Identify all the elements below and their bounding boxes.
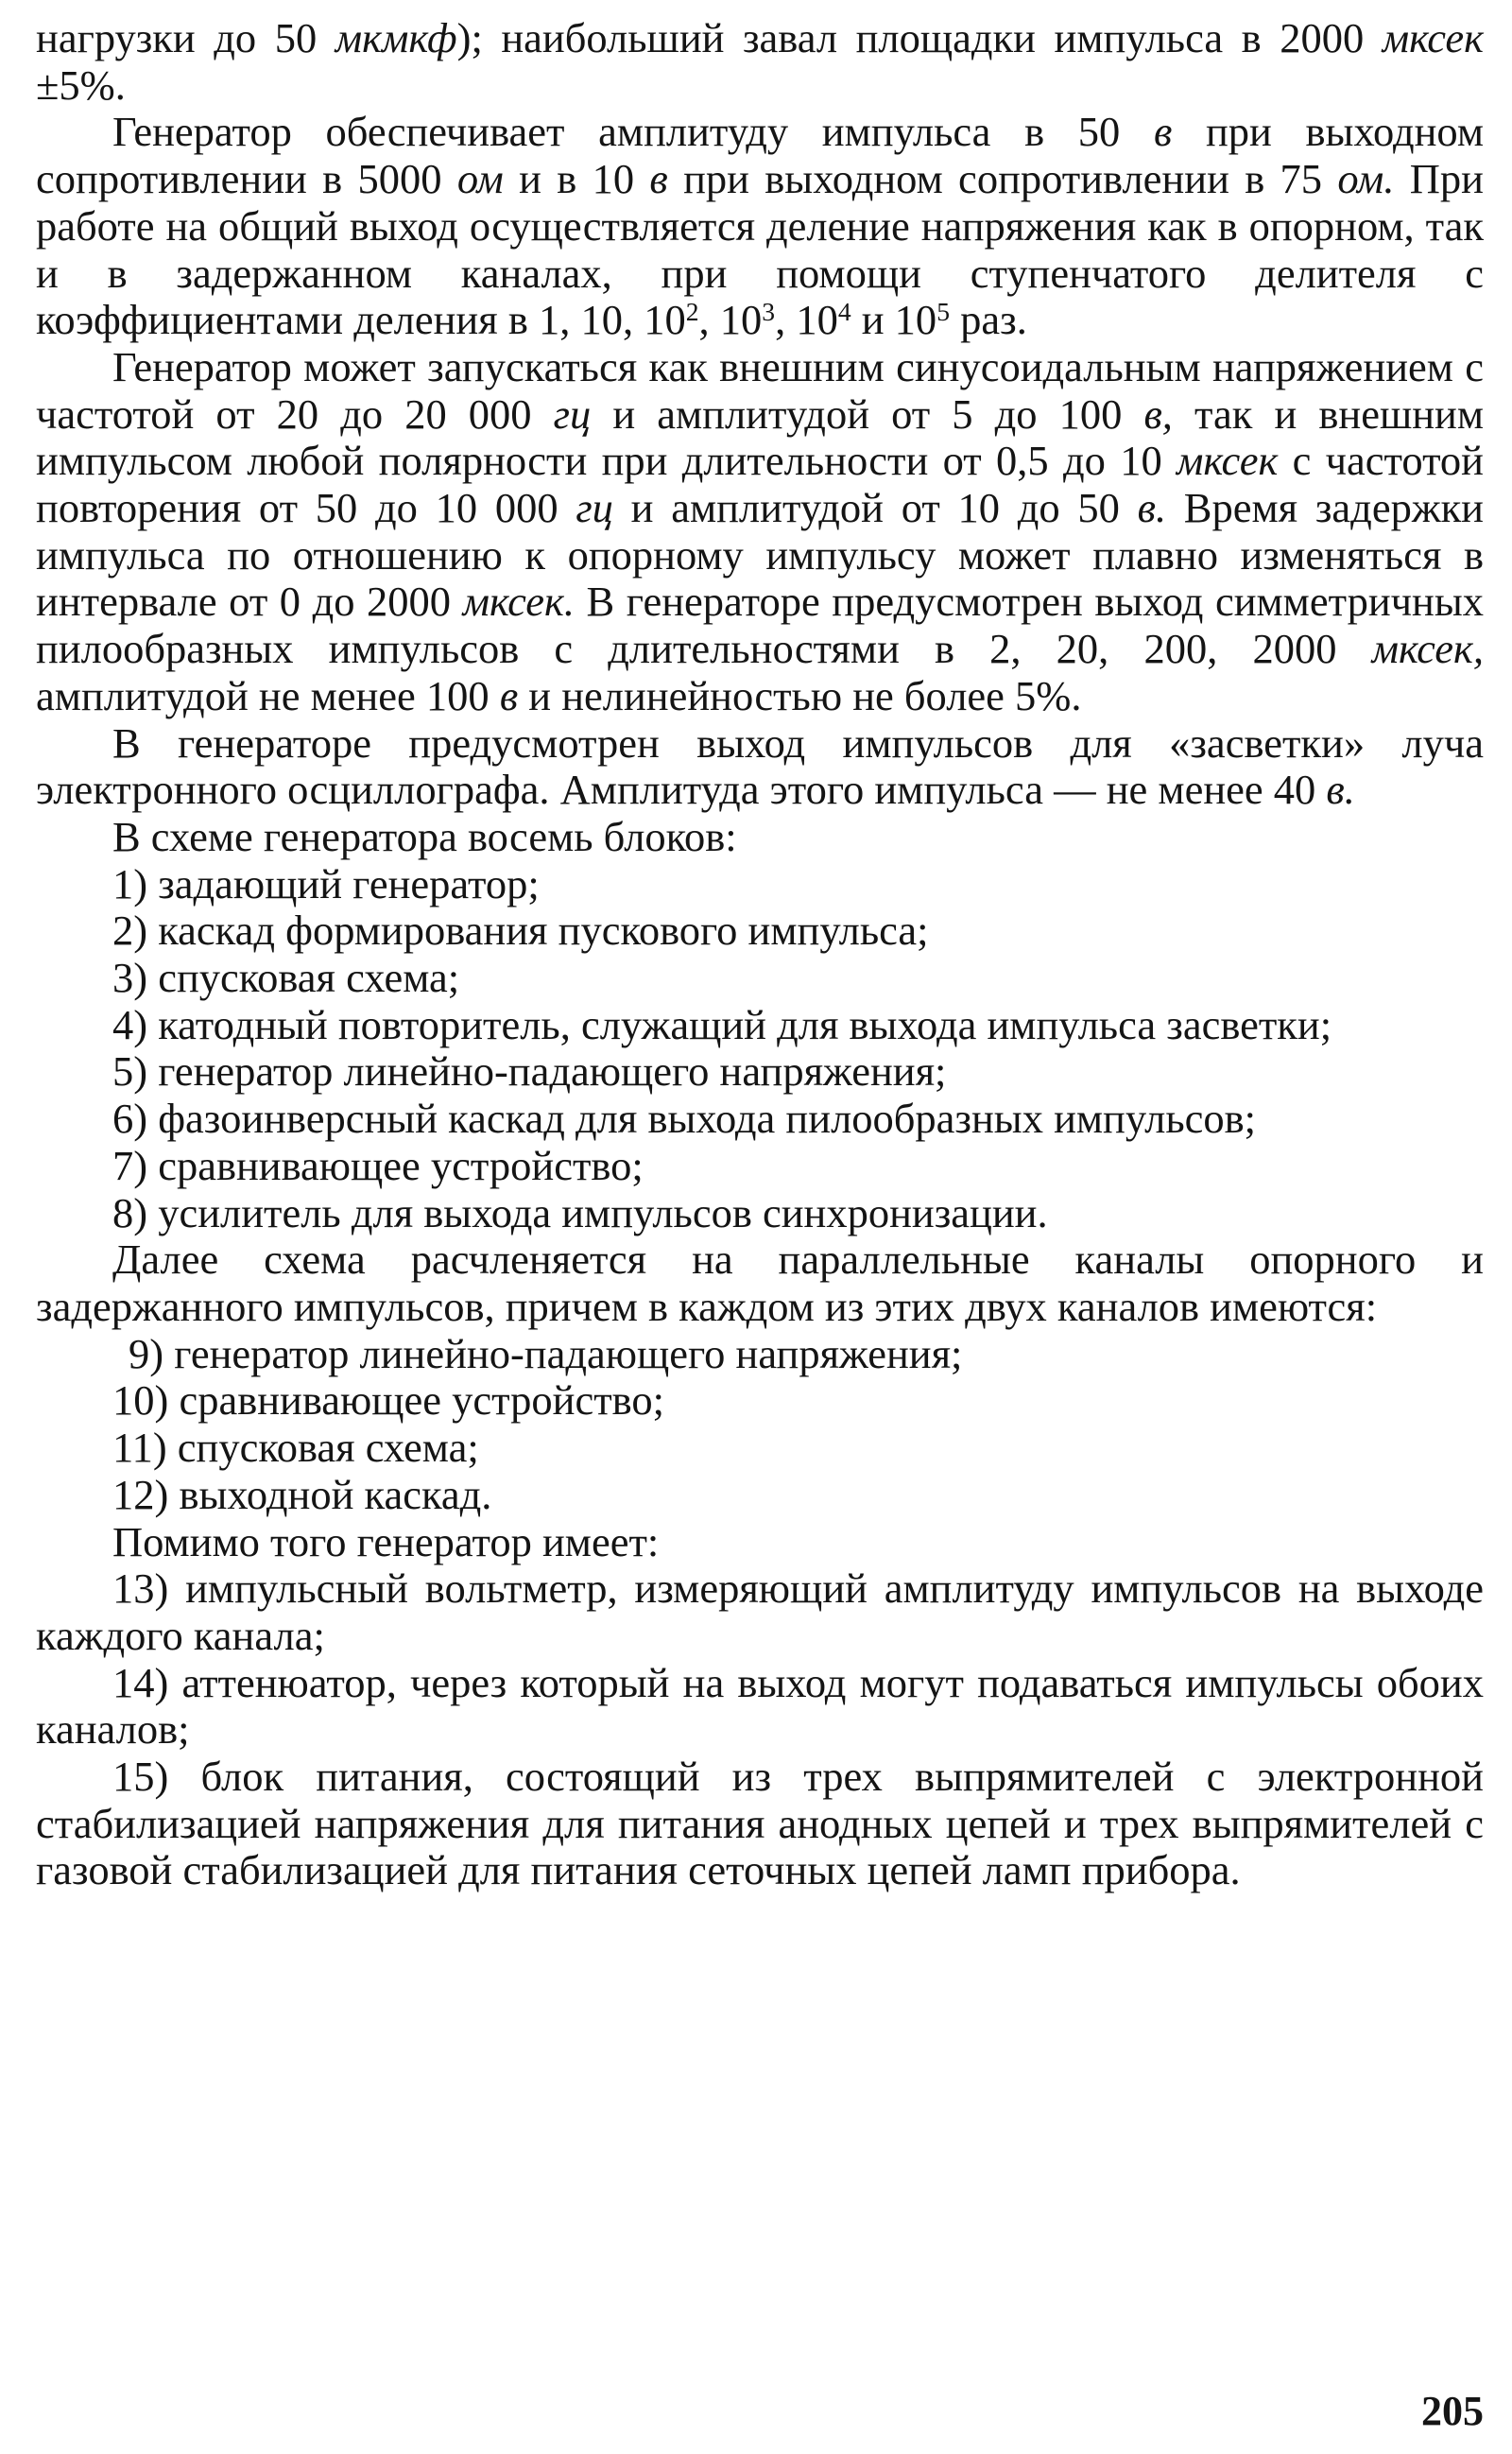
paragraph-blocks-intro: В схеме генератора восемь блоков:	[112, 812, 737, 860]
list-item: 4) катодный повторитель, служащий для выхода импульса засветки;	[112, 1000, 1332, 1048]
paragraph-continuation: нагрузки до 50 мкмкф); наибольший завал площадки импульса в 2000 мксек ±5%.	[36, 14, 1485, 109]
list-item: 5) генератор линейно-падающего напряжения;	[112, 1047, 947, 1096]
paragraph-illumination: В генераторе предусмотрен выход импульсов для «засветки» луча электронного осциллографа. Амплитуда этого импульса — не менее 40 в.	[36, 718, 1484, 814]
paragraph-amplitude: Генератор обеспечивает амплитуду импульса в 50 в при выходном сопротивлении в 5000 ом и в 10 в при выходном сопротивлении в 75 ом. При работе на общий выход осуществляется деление напряжения как в опорном, так и в задержанном каналах, при помощи ступенчатого делителя с коэффициентами деления в 1, 10, $10^2$, $10^3$, $10^4$ и $10^5$ раз.	[36, 108, 1484, 344]
page-body	[36, 15, 1484, 1894]
list-item: 14) аттенюатор, через который на выход могут подаваться импульсы обоих каналов;	[36, 1658, 1484, 1754]
list-item: 11) спусковая схема;	[112, 1424, 479, 1472]
paragraph-triggering: Генератор может запускаться как внешним синусоидальным напряжением с частотой от 20 до 20 000 гц и амплитудой от 5 до 100 в, так и внешним импульсом любой полярности при длительности от 0,5 до 10 мксек с частотой повторения от 50 до 10 000 гц и амплитудой от 10 до 50 в. Время задержки импульса по отношению к опорному импульсу может плавно изменяться в интервале от 0 до 2000 мксек. В генераторе предусмотрен выход симметричных пилообразных импульсов с длительностями в 2, 20, 200, 2000 мксек, амплитудой не менее 100 в и нелинейностью не более 5%.	[36, 342, 1484, 719]
list-item: 10) сравнивающее устройство;	[112, 1376, 664, 1425]
list-item: 3) спусковая схема;	[112, 954, 460, 1002]
list-item: 1) задающий генератор;	[112, 859, 540, 907]
page-number: 205	[1421, 2388, 1484, 2434]
paragraph-channels-intro: Далее схема расчленяется на параллельные каналы опорного и задержанного импульсов, причем в каждом из этих двух каналов имеются:	[36, 1236, 1484, 1330]
list-item: 12) выходной каскад.	[112, 1470, 492, 1518]
list-item: 9) генератор линейно-падающего напряжения;	[129, 1329, 963, 1377]
list-item: 8) усилитель для выхода импульсов синхронизации.	[112, 1188, 1048, 1236]
list-item: 13) импульсный вольтметр, измеряющий амплитуду импульсов на выходе каждого канала;	[36, 1564, 1484, 1659]
list-item: 15) блок питания, состоящий из трех выпрямителей с электронной стабилизацией напряжения для питания анодных цепей и трех выпрямителей с газовой стабилизацией для питания сеточных цепей ламп прибора.	[36, 1753, 1484, 1894]
list-item: 6) фазоинверсный каскад для выхода пилообразных импульсов;	[112, 1095, 1257, 1143]
list-item: 7) сравнивающее устройство;	[112, 1141, 644, 1189]
list-item: 2) каскад формирования пускового импульса;	[112, 907, 929, 955]
paragraph-extra-intro: Помимо того генератор имеет:	[112, 1517, 660, 1565]
